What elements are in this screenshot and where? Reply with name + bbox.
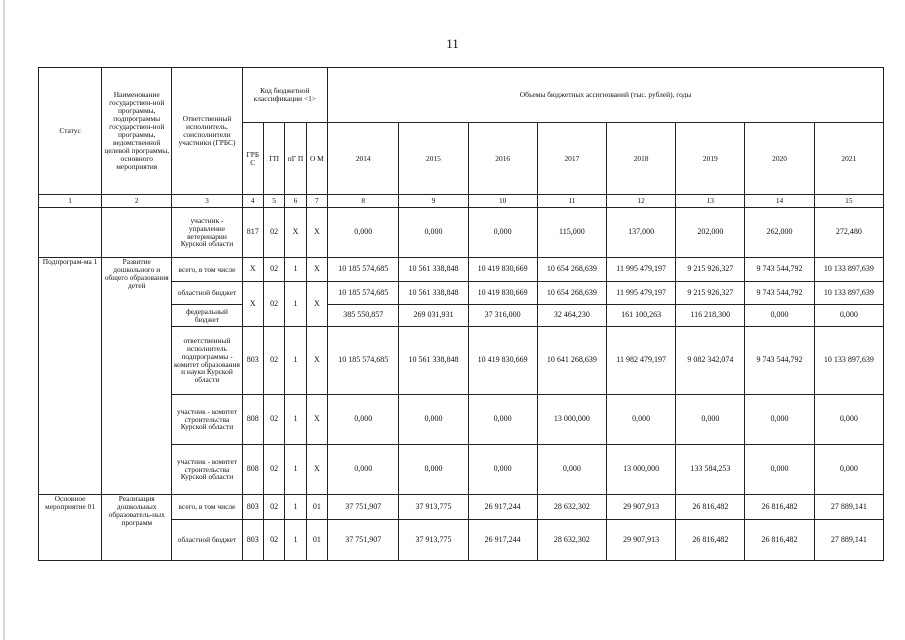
code-grbs: 803 <box>242 520 263 561</box>
value-cell: 10 561 338,848 <box>399 282 468 305</box>
value-cell: 133 584,253 <box>676 445 745 495</box>
header-budget-code: Код бюджетной классификации <1> <box>242 68 328 123</box>
executor-cell: ответственный исполнитель подпрограммы - комитет образования и науки Курской области <box>172 327 242 395</box>
value-cell: 0,000 <box>814 305 883 327</box>
header-year: 2014 <box>328 123 399 195</box>
column-number: 13 <box>676 195 745 208</box>
value-cell: 27 889,141 <box>814 520 883 561</box>
code-om: X <box>306 395 327 445</box>
code-grbs: X <box>242 282 263 327</box>
column-number: 3 <box>172 195 242 208</box>
header-year: 2015 <box>399 123 468 195</box>
executor-cell: всего, в том числе <box>172 495 242 520</box>
code-om: X <box>306 282 327 327</box>
column-number: 6 <box>285 195 306 208</box>
column-number: 9 <box>399 195 468 208</box>
header-status: Статус <box>39 68 102 195</box>
value-cell: 26 816,482 <box>745 520 814 561</box>
code-grbs: 817 <box>242 208 263 258</box>
column-number: 10 <box>468 195 537 208</box>
value-cell: 161 100,263 <box>606 305 675 327</box>
code-grbs: 803 <box>242 327 263 395</box>
value-cell: 11 982 479,197 <box>606 327 675 395</box>
value-cell: 10 654 268,639 <box>537 258 606 282</box>
measure-name: Реализация дошкольных образователь-ных программ <box>102 495 172 561</box>
value-cell: 0,000 <box>328 395 399 445</box>
executor-cell: областной бюджет <box>172 520 242 561</box>
header-code-gp: ГП <box>263 123 284 195</box>
column-number: 4 <box>242 195 263 208</box>
value-cell: 10 561 338,848 <box>399 327 468 395</box>
header-code-om: О М <box>306 123 327 195</box>
value-cell: 10 419 830,669 <box>468 282 537 305</box>
name-cell-empty <box>102 208 172 258</box>
value-cell: 0,000 <box>814 395 883 445</box>
value-cell: 0,000 <box>606 395 675 445</box>
code-pgp: 1 <box>285 495 306 520</box>
table-row <box>39 208 884 258</box>
value-cell: 385 550,857 <box>328 305 399 327</box>
header-budget-volumes: Объемы бюджетных ассигнований (тыс. рублей), годы <box>328 68 884 123</box>
code-grbs: 808 <box>242 445 263 495</box>
code-grbs: 808 <box>242 395 263 445</box>
header-executor: Ответственный исполнитель, соисполнители участники (ГРБС) <box>172 68 242 195</box>
value-cell: 116 218,300 <box>676 305 745 327</box>
code-gp: 02 <box>263 520 284 561</box>
value-cell: 10 419 830,669 <box>468 258 537 282</box>
code-om: X <box>306 327 327 395</box>
header-year: 2019 <box>676 123 745 195</box>
value-cell: 202,000 <box>676 208 745 258</box>
value-cell: 0,000 <box>468 445 537 495</box>
value-cell: 37 751,907 <box>328 520 399 561</box>
value-cell: 0,000 <box>745 395 814 445</box>
header-year: 2018 <box>606 123 675 195</box>
value-cell: 272,480 <box>814 208 883 258</box>
header-year: 2020 <box>745 123 814 195</box>
value-cell: 28 632,302 <box>537 495 606 520</box>
value-cell: 9 743 544,792 <box>745 282 814 305</box>
value-cell: 10 654 268,639 <box>537 282 606 305</box>
header-code-pgp: пГ П <box>285 123 306 195</box>
value-cell: 26 917,244 <box>468 520 537 561</box>
subprogram-status: Подпрограм-ма 1 <box>39 258 102 495</box>
value-cell: 9 743 544,792 <box>745 258 814 282</box>
table-row <box>39 258 884 282</box>
value-cell: 0,000 <box>745 305 814 327</box>
value-cell: 29 907,913 <box>606 495 675 520</box>
value-cell: 10 185 574,685 <box>328 258 399 282</box>
code-om: X <box>306 258 327 282</box>
value-cell: 10 185 574,685 <box>328 282 399 305</box>
value-cell: 29 907,913 <box>606 520 675 561</box>
value-cell: 26 816,482 <box>745 495 814 520</box>
executor-cell: участник - управление ветеринарии Курской области <box>172 208 242 258</box>
value-cell: 10 419 830,669 <box>468 327 537 395</box>
code-grbs: 803 <box>242 495 263 520</box>
value-cell: 37 751,907 <box>328 495 399 520</box>
code-gp: 02 <box>263 282 284 327</box>
value-cell: 37 913,775 <box>399 495 468 520</box>
value-cell: 115,000 <box>537 208 606 258</box>
code-gp: 02 <box>263 495 284 520</box>
value-cell: 0,000 <box>399 208 468 258</box>
code-gp: 02 <box>263 327 284 395</box>
executor-cell: областной бюджет <box>172 282 242 305</box>
status-cell-empty <box>39 208 102 258</box>
column-number: 5 <box>263 195 284 208</box>
column-number: 11 <box>537 195 606 208</box>
value-cell: 0,000 <box>468 395 537 445</box>
value-cell: 0,000 <box>537 445 606 495</box>
code-grbs: X <box>242 258 263 282</box>
code-gp: 02 <box>263 258 284 282</box>
code-pgp: 1 <box>285 445 306 495</box>
executor-cell: федеральный бюджет <box>172 305 242 327</box>
value-cell: 9 215 926,327 <box>676 282 745 305</box>
value-cell: 137,000 <box>606 208 675 258</box>
code-pgp: 1 <box>285 258 306 282</box>
value-cell: 0,000 <box>328 208 399 258</box>
value-cell: 10 133 897,639 <box>814 258 883 282</box>
header-code-grbs: ГРБ С <box>242 123 263 195</box>
table-row <box>39 495 884 520</box>
value-cell: 9 743 544,792 <box>745 327 814 395</box>
value-cell: 0,000 <box>328 445 399 495</box>
value-cell: 9 215 926,327 <box>676 258 745 282</box>
header-year: 2016 <box>468 123 537 195</box>
value-cell: 262,000 <box>745 208 814 258</box>
budget-allocation-table <box>38 67 884 561</box>
code-gp: 02 <box>263 208 284 258</box>
value-cell: 11 995 479,197 <box>606 258 675 282</box>
value-cell: 13 000,000 <box>537 395 606 445</box>
code-gp: 02 <box>263 395 284 445</box>
column-number: 15 <box>814 195 883 208</box>
column-number: 12 <box>606 195 675 208</box>
value-cell: 10 185 574,685 <box>328 327 399 395</box>
code-pgp: 1 <box>285 282 306 327</box>
code-om: 01 <box>306 520 327 561</box>
header-program-name: Наименование государствен-ной программы, подпрограммы государствен-ной программы, ведомственной целевой программы, основного мероприятия <box>102 68 172 195</box>
page-number: 11 <box>446 36 459 51</box>
code-pgp: 1 <box>285 520 306 561</box>
executor-cell: участник - комитет строительства Курской области <box>172 395 242 445</box>
value-cell: 32 464,230 <box>537 305 606 327</box>
code-pgp: 1 <box>285 327 306 395</box>
value-cell: 0,000 <box>814 445 883 495</box>
value-cell: 26 816,482 <box>676 495 745 520</box>
executor-cell: всего, в том числе <box>172 258 242 282</box>
value-cell: 0,000 <box>399 395 468 445</box>
value-cell: 0,000 <box>399 445 468 495</box>
value-cell: 37 316,000 <box>468 305 537 327</box>
value-cell: 37 913,775 <box>399 520 468 561</box>
value-cell: 28 632,302 <box>537 520 606 561</box>
code-pgp: 1 <box>285 395 306 445</box>
value-cell: 10 561 338,848 <box>399 258 468 282</box>
value-cell: 0,000 <box>468 208 537 258</box>
value-cell: 269 031,931 <box>399 305 468 327</box>
code-om: 01 <box>306 495 327 520</box>
header-year: 2021 <box>814 123 883 195</box>
header-year: 2017 <box>537 123 606 195</box>
value-cell: 10 133 897,639 <box>814 327 883 395</box>
code-gp: 02 <box>263 445 284 495</box>
column-number: 8 <box>328 195 399 208</box>
value-cell: 27 889,141 <box>814 495 883 520</box>
column-number-row <box>39 195 884 208</box>
value-cell: 10 641 268,639 <box>537 327 606 395</box>
subprogram-name: Развитие дошкольного и общего образования детей <box>102 258 172 495</box>
measure-status: Основное мероприятие 01 <box>39 495 102 561</box>
column-number: 7 <box>306 195 327 208</box>
executor-cell: участник - комитет строительства Курской области <box>172 445 242 495</box>
value-cell: 11 995 479,197 <box>606 282 675 305</box>
value-cell: 13 000,000 <box>606 445 675 495</box>
column-number: 14 <box>745 195 814 208</box>
value-cell: 0,000 <box>676 395 745 445</box>
header-row-1 <box>39 68 884 123</box>
value-cell: 10 133 897,639 <box>814 282 883 305</box>
code-om: X <box>306 208 327 258</box>
value-cell: 26 917,244 <box>468 495 537 520</box>
code-om: X <box>306 445 327 495</box>
value-cell: 9 082 342,074 <box>676 327 745 395</box>
value-cell: 0,000 <box>745 445 814 495</box>
column-number: 1 <box>39 195 102 208</box>
column-number: 2 <box>102 195 172 208</box>
code-pgp: X <box>285 208 306 258</box>
value-cell: 26 816,482 <box>676 520 745 561</box>
scan-edge-shadow <box>3 0 5 640</box>
